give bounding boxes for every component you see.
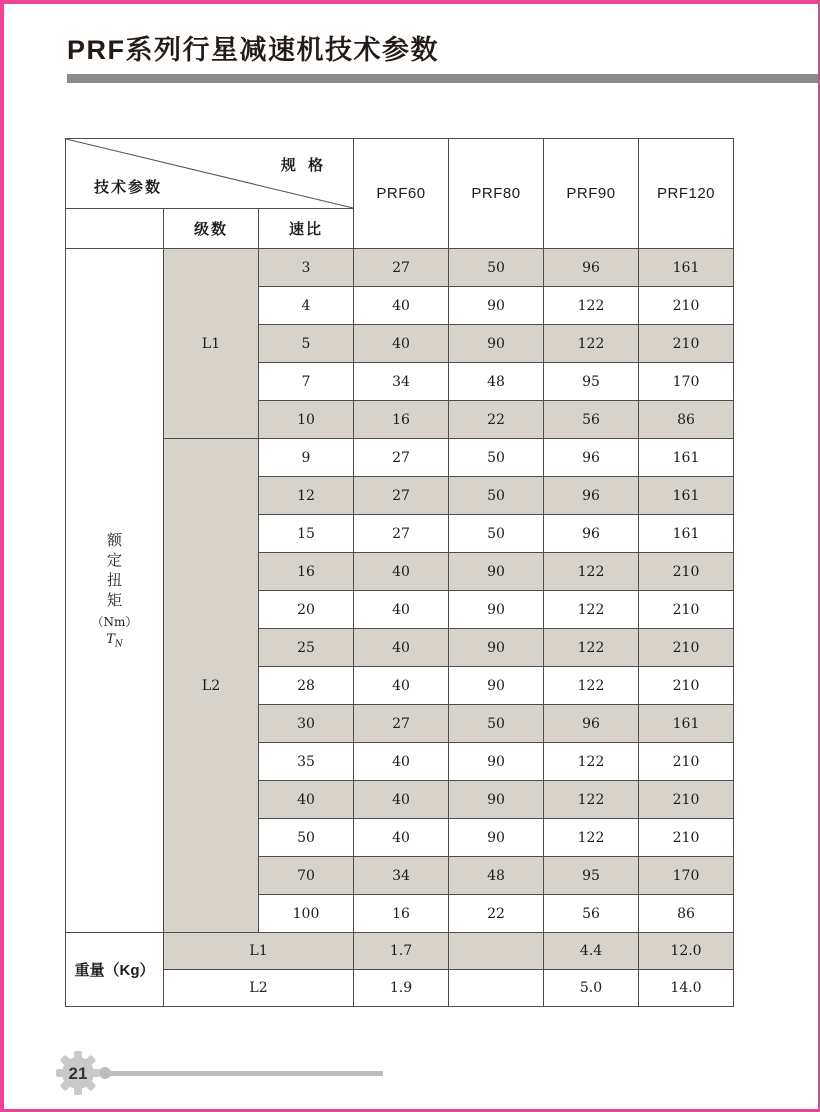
value-cell: 27 [354, 477, 449, 515]
ratio-cell: 7 [259, 363, 354, 401]
weight-value-cell: 1.7 [354, 933, 449, 970]
value-cell: 16 [354, 895, 449, 933]
value-cell: 161 [639, 705, 734, 743]
header-row-1 [66, 139, 734, 209]
value-cell: 210 [639, 325, 734, 363]
stage-cell: L2 [164, 439, 259, 933]
value-cell: 40 [354, 819, 449, 857]
ratio-cell: 4 [259, 287, 354, 325]
ratio-cell: 9 [259, 439, 354, 477]
weight-header-cell: 重量（Kg） [66, 933, 164, 1007]
ratio-cell: 12 [259, 477, 354, 515]
value-cell: 27 [354, 439, 449, 477]
value-cell: 90 [449, 591, 544, 629]
ratio-cell: 40 [259, 781, 354, 819]
value-cell: 122 [544, 819, 639, 857]
value-cell: 122 [544, 743, 639, 781]
value-cell: 90 [449, 325, 544, 363]
value-cell: 210 [639, 553, 734, 591]
column-header-prf120: PRF120 [639, 139, 734, 249]
weight-value-cell [449, 933, 544, 970]
title-underline-bar [67, 74, 818, 83]
weight-value-cell: 14.0 [639, 970, 734, 1007]
value-cell: 170 [639, 363, 734, 401]
value-cell: 122 [544, 629, 639, 667]
value-cell: 50 [449, 439, 544, 477]
value-cell: 90 [449, 819, 544, 857]
ratio-cell: 70 [259, 857, 354, 895]
diagonal-header-cell [66, 139, 354, 209]
torque-symbol: $T_N$ [106, 632, 123, 650]
value-cell: 96 [544, 705, 639, 743]
value-cell: 90 [449, 743, 544, 781]
value-cell: 40 [354, 287, 449, 325]
value-cell: 16 [354, 401, 449, 439]
weight-value-cell: 12.0 [639, 933, 734, 970]
value-cell: 90 [449, 629, 544, 667]
value-cell: 122 [544, 325, 639, 363]
table-row [66, 439, 734, 477]
value-cell: 210 [639, 591, 734, 629]
ratio-cell: 25 [259, 629, 354, 667]
value-cell: 210 [639, 781, 734, 819]
value-cell: 96 [544, 477, 639, 515]
ratio-cell: 35 [259, 743, 354, 781]
value-cell: 90 [449, 287, 544, 325]
value-cell: 34 [354, 363, 449, 401]
value-cell: 210 [639, 287, 734, 325]
value-cell: 95 [544, 857, 639, 895]
column-header-prf90: PRF90 [544, 139, 639, 249]
weight-row-l1 [66, 933, 734, 970]
ratio-cell: 10 [259, 401, 354, 439]
value-cell: 40 [354, 553, 449, 591]
value-cell: 210 [639, 629, 734, 667]
ratio-cell: 16 [259, 553, 354, 591]
corner-label-param: 技术参数 [94, 179, 163, 196]
value-cell: 122 [544, 667, 639, 705]
value-cell: 122 [544, 591, 639, 629]
torque-header-cell [66, 249, 164, 933]
weight-value-cell [449, 970, 544, 1007]
ratio-cell: 100 [259, 895, 354, 933]
value-cell: 27 [354, 249, 449, 287]
value-cell: 95 [544, 363, 639, 401]
sub-header-ratio: 速比 [259, 209, 354, 249]
weight-stage-label: L2 [164, 970, 354, 1007]
value-cell: 34 [354, 857, 449, 895]
value-cell: 96 [544, 439, 639, 477]
value-cell: 122 [544, 781, 639, 819]
ratio-cell: 20 [259, 591, 354, 629]
spec-table [65, 138, 734, 1007]
ratio-cell: 15 [259, 515, 354, 553]
value-cell: 50 [449, 477, 544, 515]
table-row [66, 249, 734, 287]
ratio-cell: 50 [259, 819, 354, 857]
column-header-prf80: PRF80 [449, 139, 544, 249]
value-cell: 90 [449, 553, 544, 591]
weight-stage-label: L1 [164, 933, 354, 970]
value-cell: 48 [449, 363, 544, 401]
value-cell: 90 [449, 667, 544, 705]
value-cell: 22 [449, 895, 544, 933]
value-cell: 22 [449, 401, 544, 439]
ratio-cell: 28 [259, 667, 354, 705]
value-cell: 48 [449, 857, 544, 895]
column-header-prf60: PRF60 [354, 139, 449, 249]
value-cell: 40 [354, 743, 449, 781]
value-cell: 96 [544, 249, 639, 287]
ratio-cell: 30 [259, 705, 354, 743]
value-cell: 161 [639, 249, 734, 287]
sub-header-stage: 级数 [164, 209, 259, 249]
empty-header-cell [66, 209, 164, 249]
value-cell: 170 [639, 857, 734, 895]
weight-value-cell: 1.9 [354, 970, 449, 1007]
ratio-cell: 5 [259, 325, 354, 363]
weight-value-cell: 5.0 [544, 970, 639, 1007]
value-cell: 27 [354, 705, 449, 743]
value-cell: 161 [639, 515, 734, 553]
gear-icon [54, 1049, 102, 1097]
value-cell: 122 [544, 287, 639, 325]
value-cell: 161 [639, 439, 734, 477]
value-cell: 40 [354, 667, 449, 705]
ratio-cell: 3 [259, 249, 354, 287]
torque-label: 额定扭矩 [106, 531, 122, 609]
page-number: 21 [68, 1064, 88, 1083]
value-cell: 122 [544, 553, 639, 591]
corner-label-spec: 规 格 [280, 157, 328, 174]
value-cell: 40 [354, 629, 449, 667]
value-cell: 56 [544, 401, 639, 439]
value-cell: 210 [639, 667, 734, 705]
value-cell: 90 [449, 781, 544, 819]
page-title: PRF系列行星减速机技术参数 [67, 35, 439, 65]
value-cell: 27 [354, 515, 449, 553]
value-cell: 40 [354, 325, 449, 363]
value-cell: 86 [639, 401, 734, 439]
value-cell: 50 [449, 249, 544, 287]
value-cell: 96 [544, 515, 639, 553]
value-cell: 50 [449, 515, 544, 553]
value-cell: 56 [544, 895, 639, 933]
value-cell: 86 [639, 895, 734, 933]
stage-cell: L1 [164, 249, 259, 439]
weight-value-cell: 4.4 [544, 933, 639, 970]
value-cell: 161 [639, 477, 734, 515]
weight-row-l2 [66, 970, 734, 1007]
value-cell: 40 [354, 591, 449, 629]
value-cell: 210 [639, 743, 734, 781]
value-cell: 50 [449, 705, 544, 743]
torque-unit: （Nm） [91, 615, 138, 630]
value-cell: 210 [639, 819, 734, 857]
value-cell: 40 [354, 781, 449, 819]
footer-divider-line [110, 1071, 383, 1076]
